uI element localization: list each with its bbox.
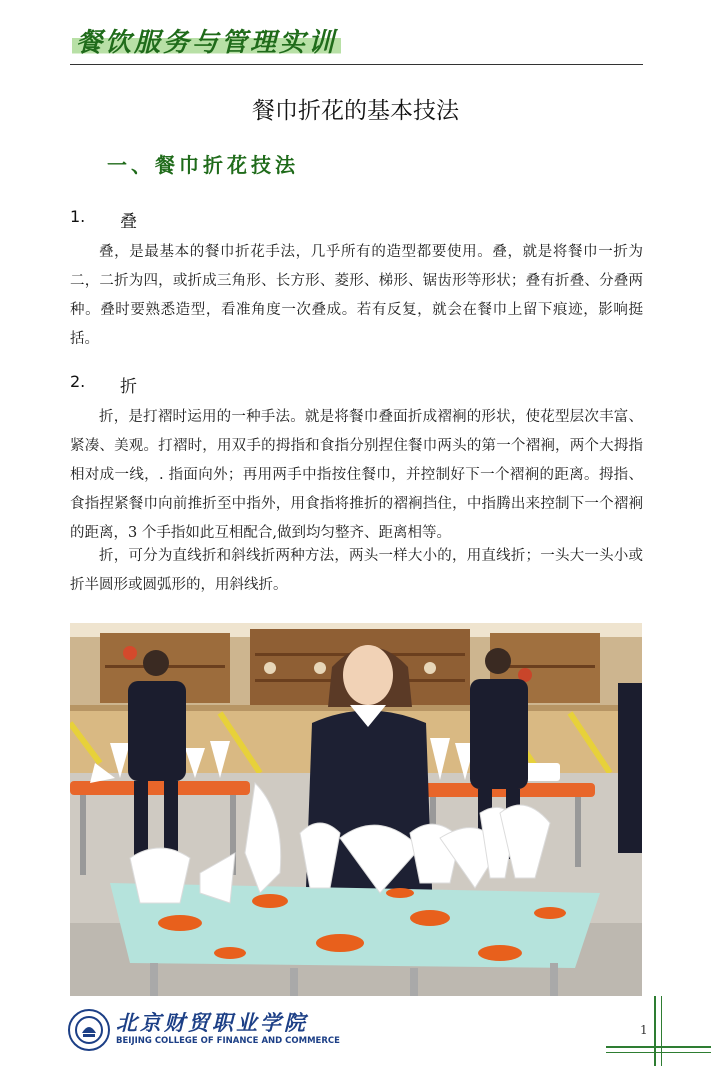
paragraph: 折，是打褶时运用的一种手法。就是将餐巾叠面折成褶裥的形状，使花型层次丰富、紧凑、美观。打褶时，用双手的拇指和食指分别捏住餐巾两头的第一个褶裥，两个大拇指相对成一线，. 指面向外；再用两手中指按住餐巾，并控制好下一个褶裥的距离。拇指、食指捏紧餐巾向前推折至中指外，用食指将推折的褶裥挡住，中指腾出来控制下一个褶裥的距离，3 个手指如此互相配合,做到均匀整齐、距离相等。 bbox=[70, 409, 643, 541]
school-name-en: BEIJING COLLEGE OF FINANCE AND COMMERCE bbox=[116, 1036, 340, 1046]
subsection-number: 2. bbox=[70, 372, 86, 391]
header-title: 餐饮服务与管理实训 bbox=[72, 22, 341, 58]
subsection-heading-1 bbox=[70, 207, 137, 232]
school-name-cn: 北京财贸职业学院 bbox=[116, 1010, 308, 1035]
document-title: 餐巾折花的基本技法 bbox=[252, 98, 459, 124]
corner-decoration bbox=[606, 1052, 711, 1053]
header-divider bbox=[70, 64, 643, 65]
subsection-title: 折 bbox=[120, 377, 137, 397]
subsection-heading-2 bbox=[70, 372, 137, 397]
corner-decoration bbox=[661, 996, 662, 1066]
page-number: 1 bbox=[640, 1023, 648, 1037]
paragraph: 折，可分为直线折和斜线折两种方法，两头一样大小的，用直线折；一头大一头小或折半圆形或圆弧形的，用斜线折。 bbox=[70, 548, 643, 593]
corner-decoration bbox=[654, 996, 656, 1066]
section-heading: 一、餐巾折花技法 bbox=[107, 153, 299, 177]
subsection-number: 1. bbox=[70, 207, 86, 226]
paragraph: 叠，是最基本的餐巾折花手法，几乎所有的造型都要使用。叠，就是将餐巾一折为二，二折为四，或折成三角形、长方形、菱形、梯形、锯齿形等形状；叠有折叠、分叠两种。叠时要熟悉造型，看准角度一次叠成。若有反复，就会在餐巾上留下痕迹，影响挺括。 bbox=[70, 244, 643, 347]
napkin-folding-photo bbox=[70, 623, 642, 996]
school-logo bbox=[68, 1009, 110, 1051]
subsection-title: 叠 bbox=[120, 212, 137, 232]
corner-decoration bbox=[606, 1046, 711, 1048]
